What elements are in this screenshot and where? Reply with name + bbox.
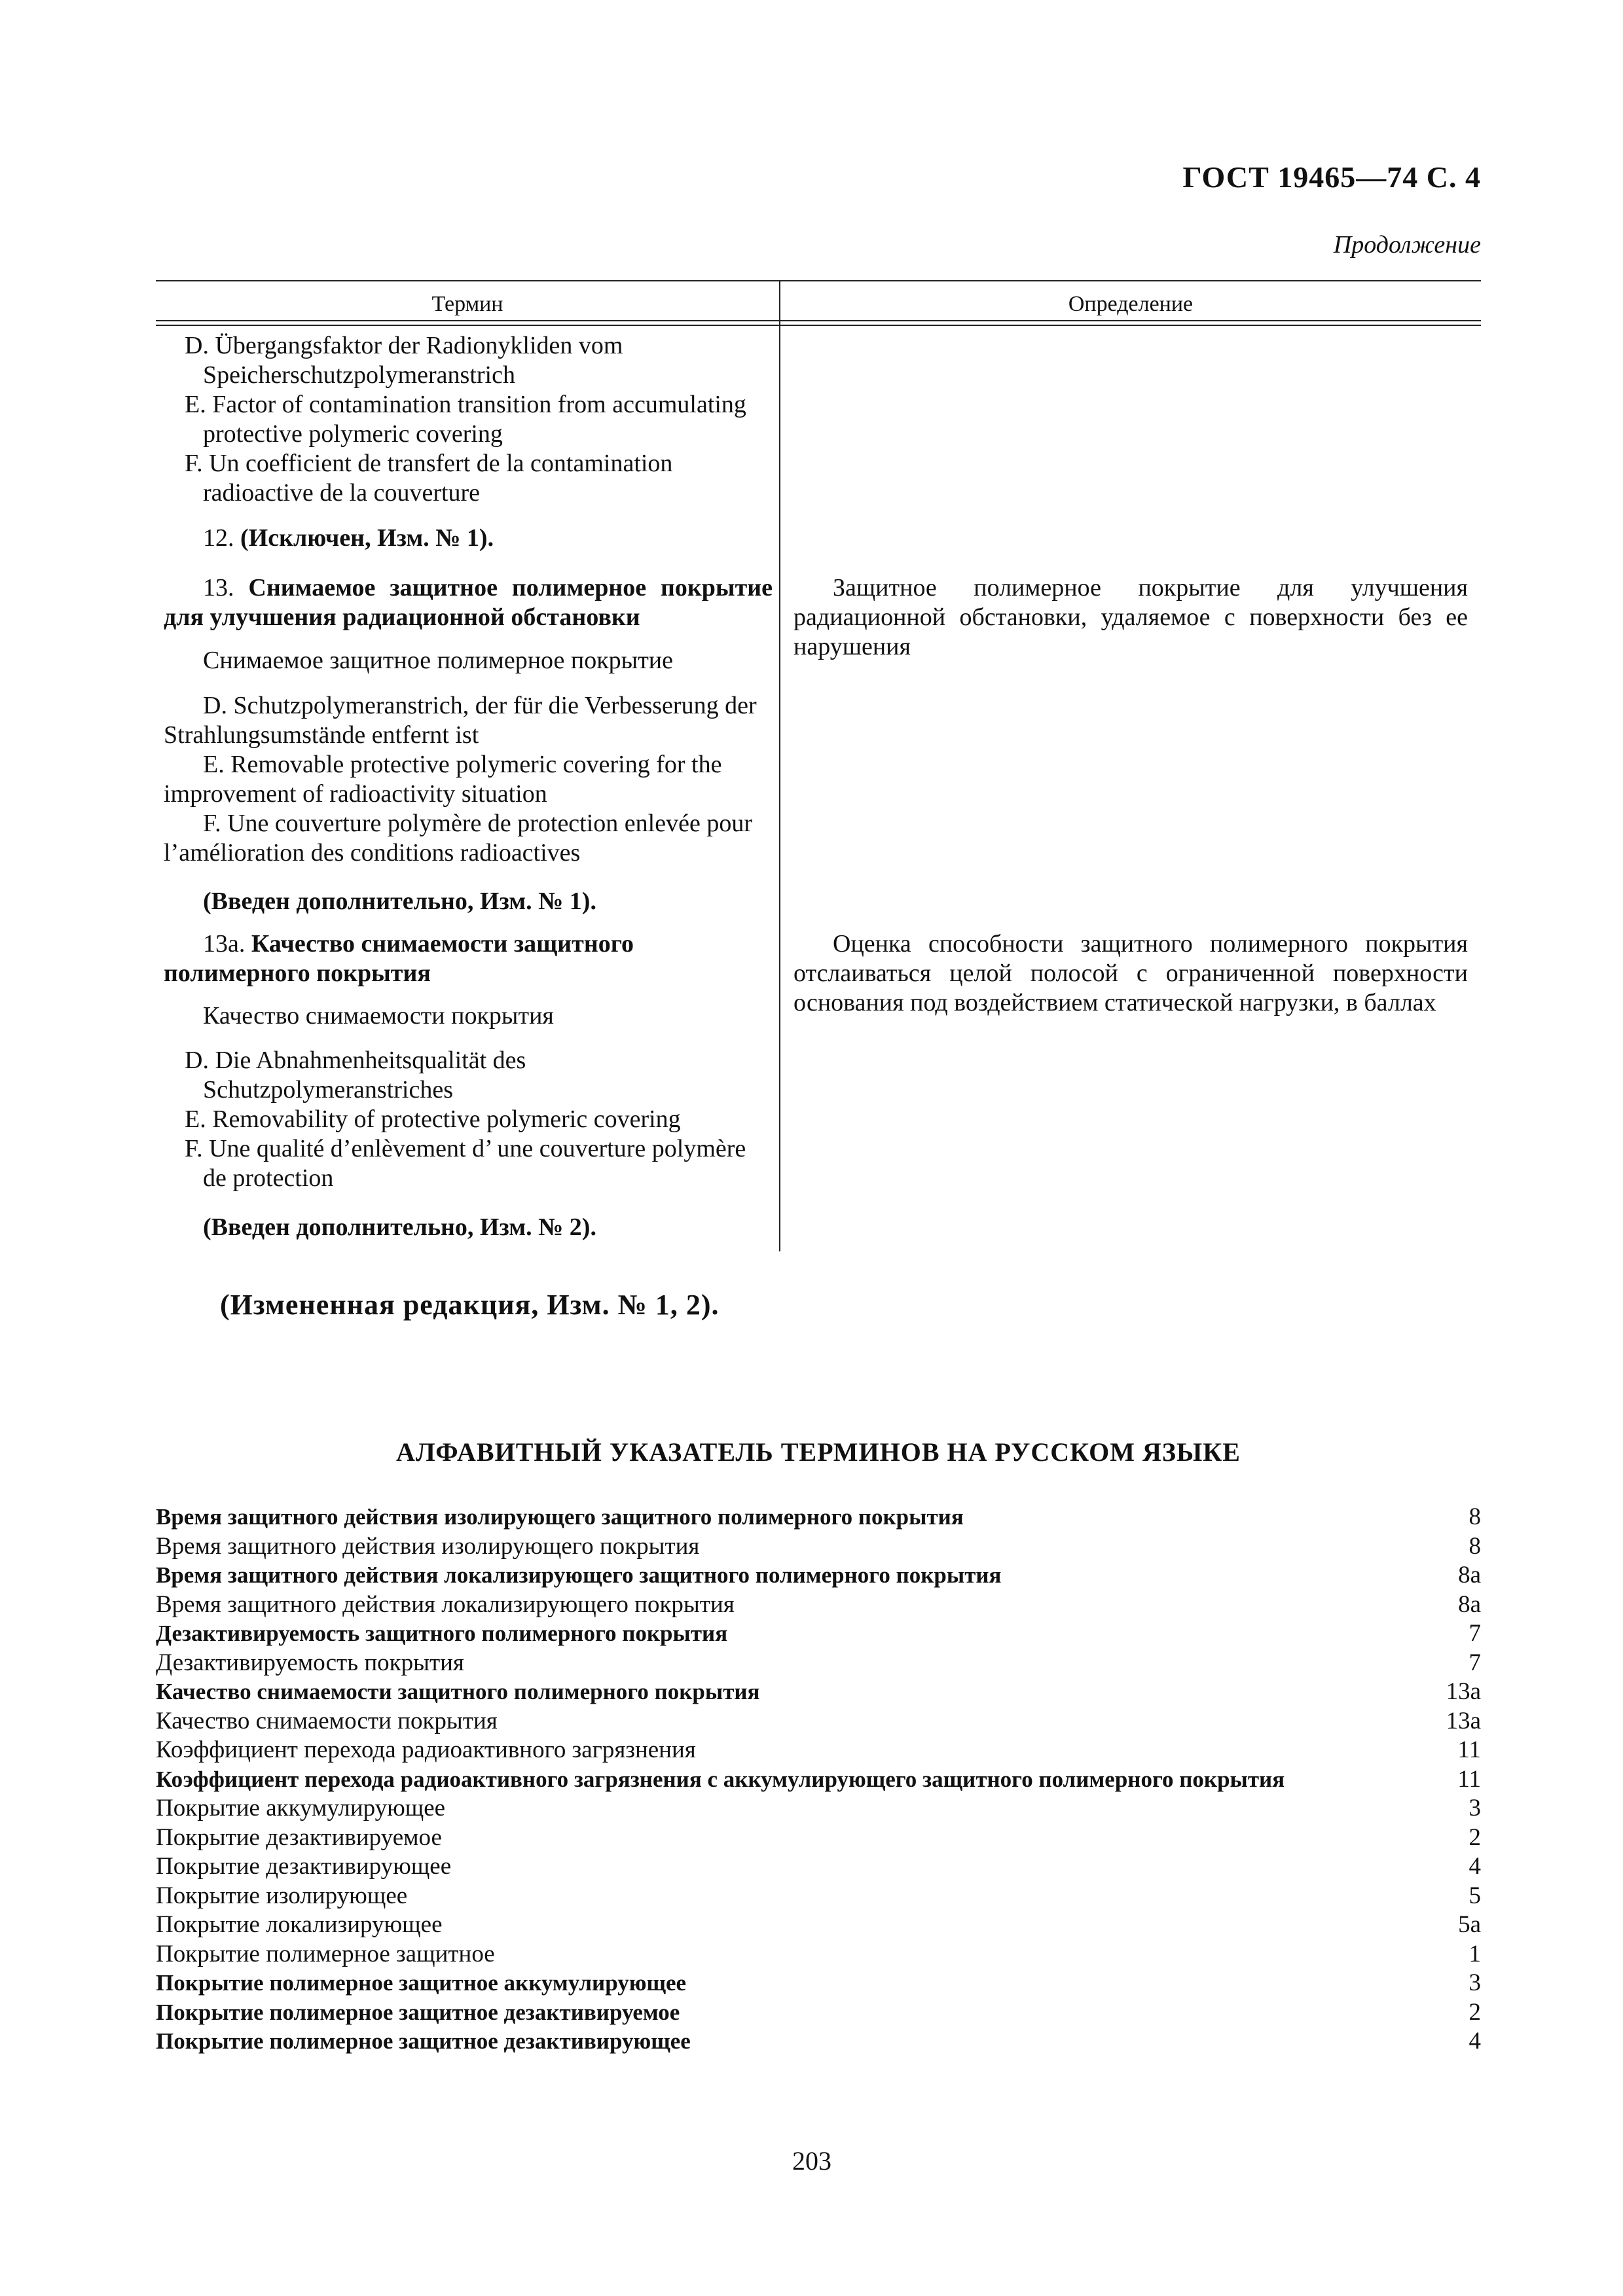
index-term: Качество снимаемости защитного полимерного покрытия (156, 1679, 760, 1704)
index-term: Качество снимаемости покрытия (156, 1707, 498, 1734)
index-term: Покрытие полимерное защитное аккумулирующее (156, 1970, 687, 1996)
index-term: Коэффициент перехода радиоактивного загрязнения (156, 1736, 696, 1763)
index-row (156, 1882, 1481, 1911)
index-row (156, 1532, 1481, 1562)
index-term: Коэффициент перехода радиоактивного загрязнения с аккумулирующего защитного полимерного покрытия (156, 1766, 1285, 1792)
column-divider (779, 280, 780, 1251)
amendment-line: (Измененная редакция, Изм. № 1, 2). (220, 1289, 720, 1321)
index-row (156, 1619, 1481, 1649)
table-top-rule (156, 280, 1481, 281)
index-term: Покрытие дезактивируемое (156, 1823, 442, 1851)
entry-11-foreign (164, 331, 773, 508)
index-page-ref: 13а (1446, 1707, 1481, 1734)
index-term: Покрытие изолирующее (156, 1882, 408, 1909)
foreign-term-de: D. Übergangsfaktor der Radionykliden vom Speicherschutzpolymeranstrich (185, 332, 623, 389)
index-page-ref: 3 (1468, 1795, 1481, 1821)
foreign-term-en: E. Removable protective polymeric covering for the improvement of radioactivity situation (164, 751, 722, 808)
index-row (156, 1590, 1481, 1620)
continuation-label: Продолжение (1333, 231, 1481, 259)
entry-number: 13. (203, 574, 234, 601)
header-rule-double (156, 325, 1481, 326)
amendment-note: (Введен дополнительно, Изм. № 1). (203, 888, 596, 915)
index-page-ref: 2 (1468, 1998, 1481, 2026)
short-term: Качество снимаемости покрытия (203, 1002, 554, 1030)
index-page-ref: 8а (1458, 1590, 1481, 1618)
index-row (156, 1910, 1481, 1940)
page-number: 203 (792, 2146, 831, 2176)
index-row (156, 1561, 1481, 1590)
foreign-term-fr: F. Une couverture polymère de protection enlevée pour l’amélioration des conditions radioactives (164, 810, 752, 867)
index-page-ref: 11 (1457, 1736, 1481, 1763)
foreign-term-de: D. Schutzpolymeranstrich, der für die Verbesserung der Strahlungsumstände entfernt ist (164, 692, 757, 749)
index-page-ref: 1 (1468, 1940, 1481, 1967)
entry-13-definition: Защитное полимерное покрытие для улучшения радиационной обстановки, удаляемое с поверхности без ее нарушения (793, 574, 1468, 660)
index-row (156, 1736, 1481, 1765)
entry-13a-note (164, 1213, 773, 1242)
index-row (156, 1649, 1481, 1678)
index-title: АЛФАВИТНЫЙ УКАЗАТЕЛЬ ТЕРМИНОВ НА РУССКОМ ЯЗЫКЕ (396, 1437, 1241, 1467)
entry-12 (164, 524, 773, 553)
entry-13a-foreign (164, 1046, 773, 1193)
index-page-ref: 5а (1458, 1911, 1481, 1938)
index-page-ref: 5 (1468, 1882, 1481, 1909)
index-page-ref: 7 (1468, 1620, 1481, 1647)
index-row (156, 1794, 1481, 1823)
entry-13 (164, 573, 773, 632)
entry-13-foreign (164, 691, 773, 868)
index-page-ref: 4 (1468, 2028, 1481, 2054)
index-list (156, 1503, 1481, 2056)
index-row (156, 2027, 1481, 2056)
index-term: Время защитного действия изолирующего защитного полимерного покрытия (156, 1504, 964, 1530)
entry-number: 12. (203, 524, 234, 552)
index-page-ref: 8а (1458, 1562, 1481, 1588)
foreign-term-fr: F. Une qualité d’enlèvement d’ une couverture polymère de protection (185, 1135, 746, 1192)
entry-term: Качество снимаемости защитного полимерного покрытия (164, 930, 634, 987)
index-row (156, 1765, 1481, 1795)
entry-13-note (164, 887, 773, 916)
index-term: Покрытие дезактивирующее (156, 1853, 452, 1880)
index-term: Покрытие полимерное защитное (156, 1940, 495, 1967)
index-row (156, 1823, 1481, 1853)
entry-text: (Исключен, Изм. № 1). (240, 524, 494, 552)
entry-13a-short (164, 1001, 773, 1031)
index-row (156, 1852, 1481, 1882)
entry-13a-definition: Оценка способности защитного полимерного покрытия отслаиваться целой полосой с ограниченной поверхности основания под воздействием статической нагрузки, в баллах (793, 930, 1468, 1016)
index-page-ref: 11 (1457, 1765, 1481, 1793)
index-page-ref: 7 (1468, 1649, 1481, 1676)
index-term: Покрытие полимерное защитное дезактивируемое (156, 1999, 680, 2025)
column-header-term: Термин (431, 292, 503, 316)
index-term: Время защитного действия локализирующего покрытия (156, 1590, 735, 1618)
index-term: Покрытие локализирующее (156, 1911, 443, 1938)
document-header: ГОСТ 19465—74 С. 4 (1182, 160, 1481, 194)
index-row (156, 1998, 1481, 2028)
column-header-definition: Определение (1068, 292, 1194, 316)
entry-13a (164, 929, 773, 988)
index-term: Время защитного действия локализирующего защитного полимерного покрытия (156, 1562, 1002, 1588)
index-page-ref: 2 (1468, 1823, 1481, 1851)
foreign-term-de: D. Die Abnahmenheitsqualität des Schutzpolymeranstriches (185, 1047, 526, 1103)
entry-term: Снимаемое защитное полимерное покрытие для улучшения радиационной обстановки (164, 574, 773, 631)
foreign-term-en: E. Factor of contamination transition from accumulating protective polymeric covering (185, 391, 746, 448)
index-page-ref: 8 (1468, 1503, 1481, 1530)
index-row (156, 1969, 1481, 1998)
entry-13-short (164, 646, 773, 675)
index-term: Время защитного действия изолирующего покрытия (156, 1532, 700, 1560)
index-term: Покрытие аккумулирующее (156, 1795, 446, 1821)
index-row (156, 1503, 1481, 1532)
index-page-ref: 3 (1468, 1969, 1481, 1996)
foreign-term-fr: F. Un coefficient de transfert de la contamination radioactive de la couverture (185, 450, 673, 507)
short-term: Снимаемое защитное полимерное покрытие (203, 647, 674, 674)
index-row (156, 1677, 1481, 1707)
index-page-ref: 4 (1468, 1853, 1481, 1880)
entry-number: 13а. (203, 930, 246, 958)
index-page-ref: 13а (1446, 1678, 1481, 1705)
index-term: Дезактивируемость защитного полимерного покрытия (156, 1621, 728, 1646)
header-rule (156, 320, 1481, 321)
index-term: Покрытие полимерное защитное дезактивирующее (156, 2028, 691, 2054)
index-row (156, 1707, 1481, 1736)
index-row (156, 1940, 1481, 1969)
foreign-term-en: E. Removability of protective polymeric covering (185, 1105, 681, 1133)
index-page-ref: 8 (1468, 1532, 1481, 1560)
amendment-note: (Введен дополнительно, Изм. № 2). (203, 1213, 596, 1241)
index-term: Дезактивируемость покрытия (156, 1649, 464, 1676)
